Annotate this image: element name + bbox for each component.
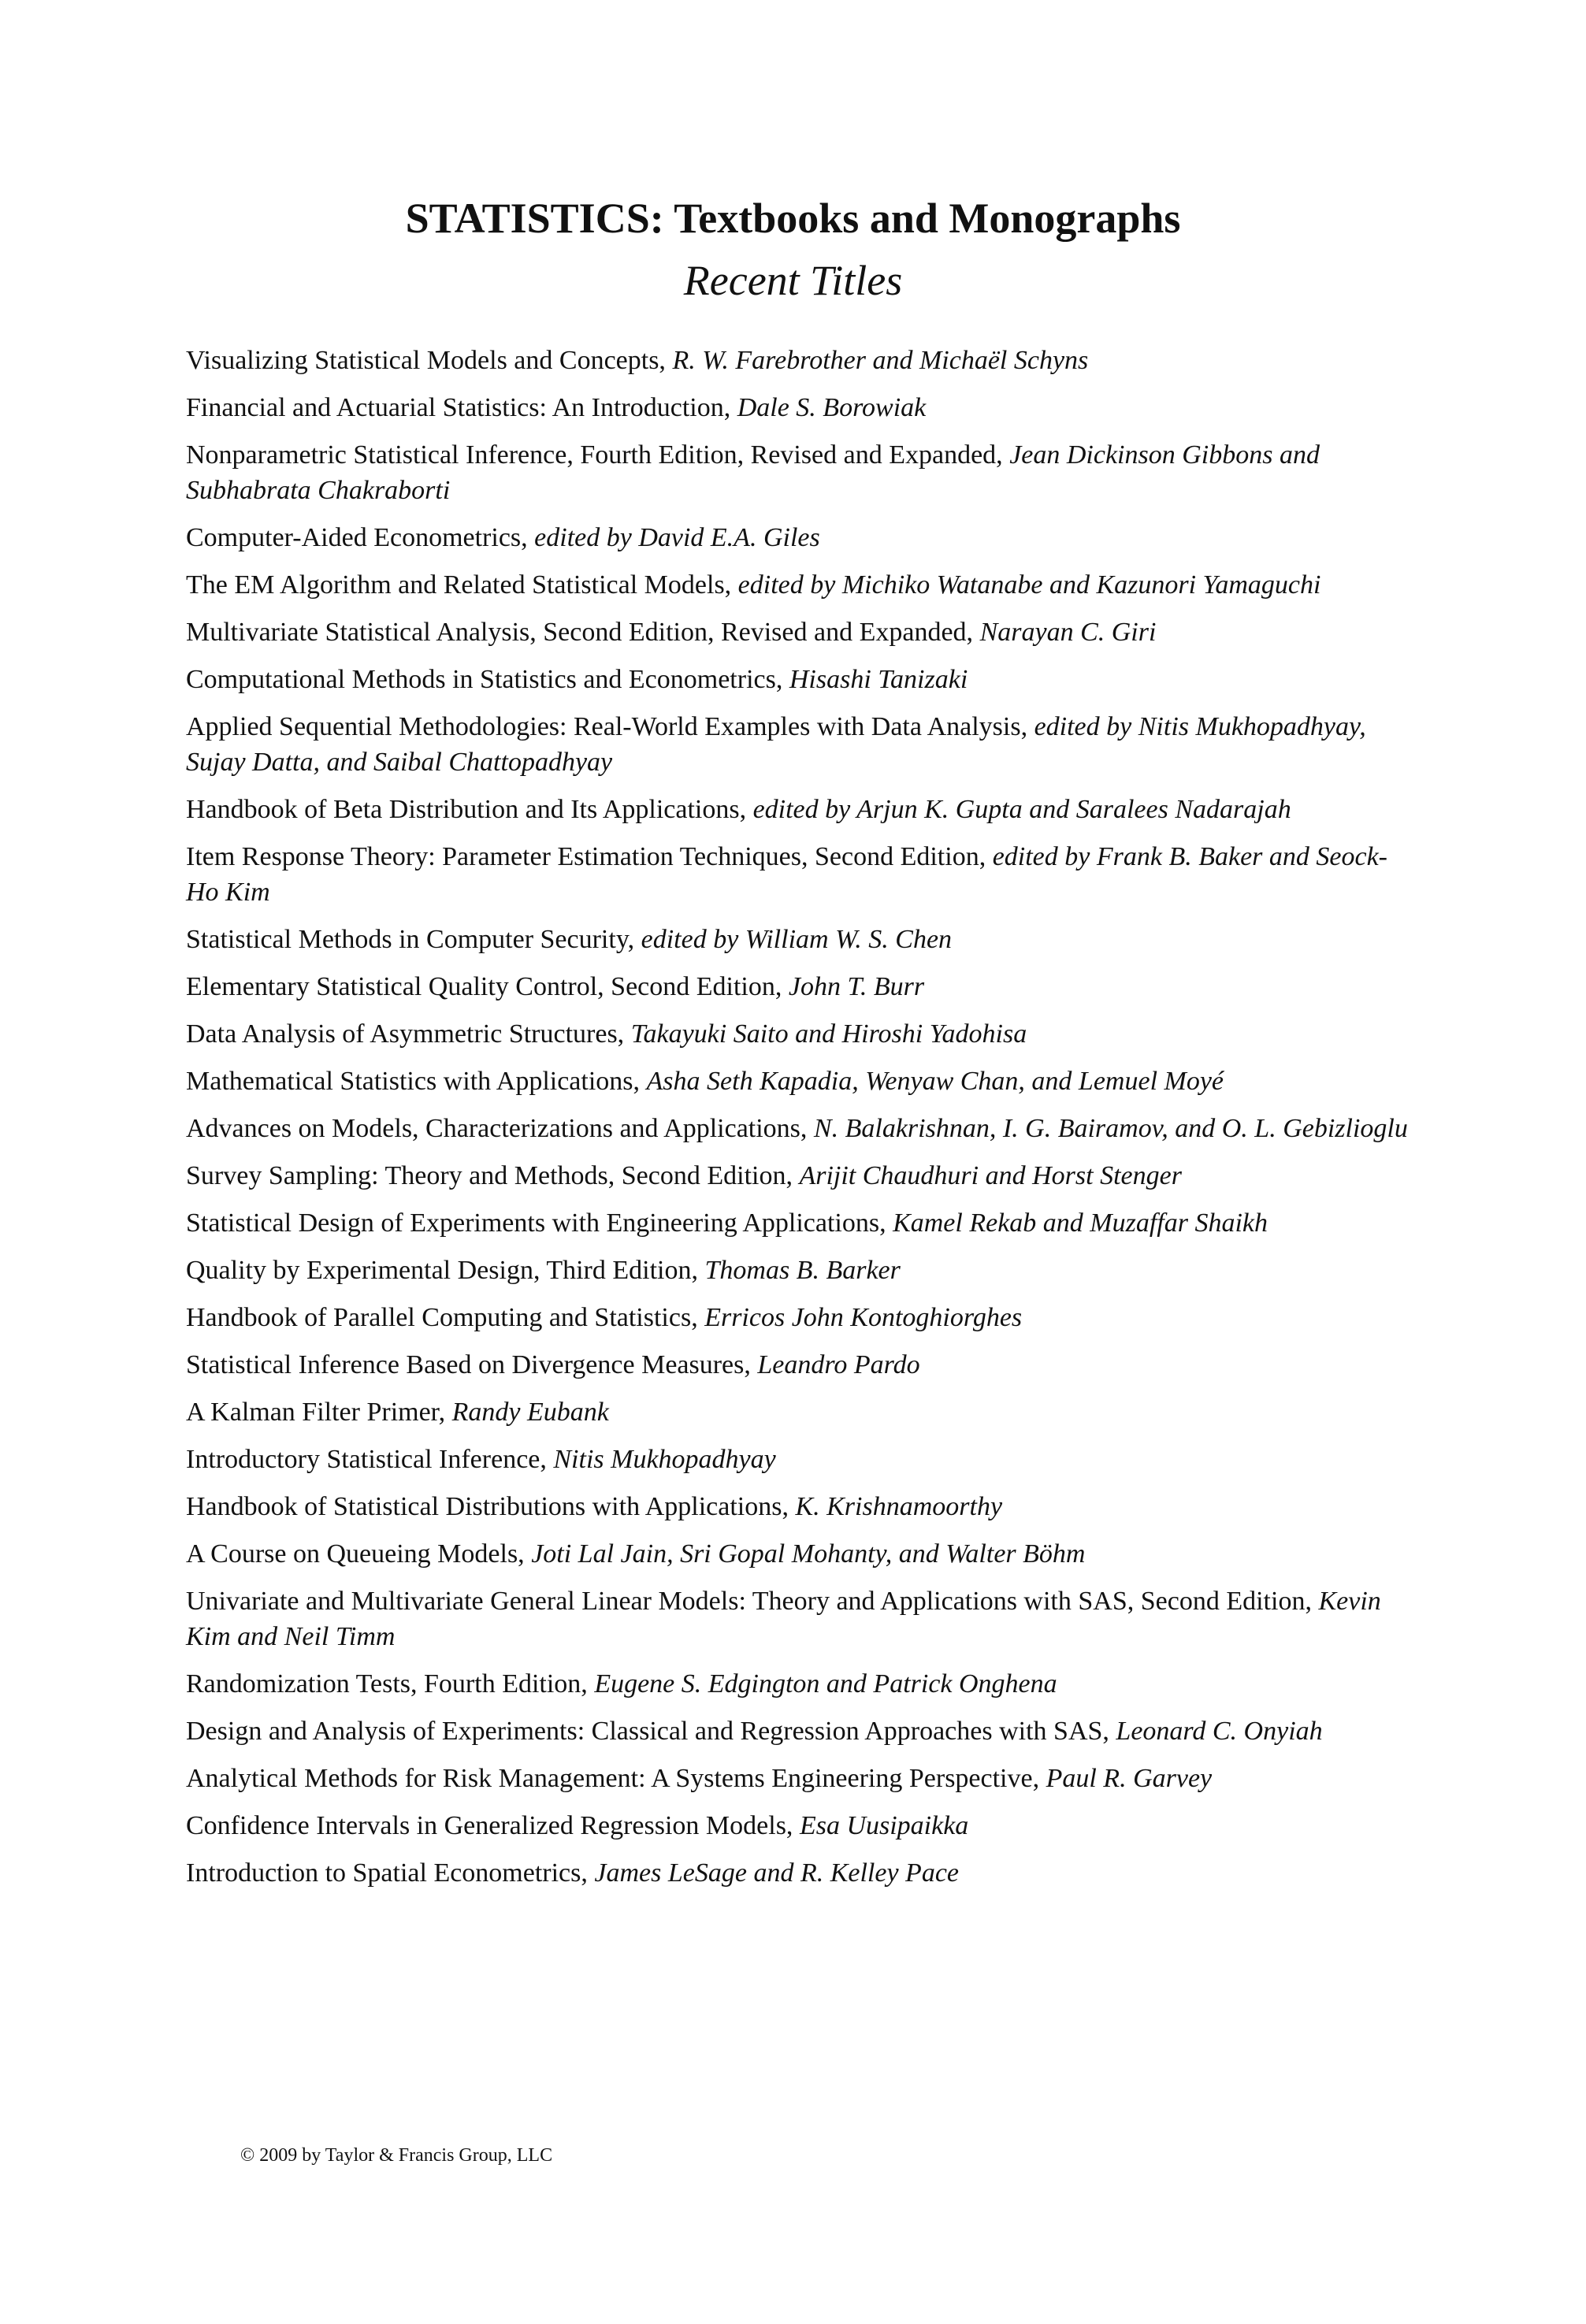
book-author: Narayan C. Giri bbox=[979, 618, 1157, 647]
book-author: Jean Dickinson Gibbons and Subhabrata Chakraborti bbox=[186, 440, 1320, 505]
book-author: John T. Burr bbox=[788, 972, 925, 1001]
book-author: Joti Lal Jain, Sri Gopal Mohanty, and Walter Böhm bbox=[531, 1539, 1086, 1569]
book-title: Statistical Design of Experiments with Engineering Applications, bbox=[186, 1208, 886, 1238]
book-author: edited by David E.A. Giles bbox=[534, 523, 820, 552]
book-title: Statistical Inference Based on Divergence Measures, bbox=[186, 1350, 751, 1379]
book-title: Randomization Tests, Fourth Edition, bbox=[186, 1669, 588, 1698]
book-title: Computer-Aided Econometrics, bbox=[186, 523, 528, 552]
list-item bbox=[186, 839, 1415, 910]
book-title: Item Response Theory: Parameter Estimation Techniques, Second Edition, bbox=[186, 842, 986, 871]
book-author: Randy Eubank bbox=[451, 1398, 609, 1427]
list-item bbox=[186, 1536, 1415, 1572]
book-author: Eugene S. Edgington and Patrick Onghena bbox=[594, 1669, 1057, 1698]
book-author: N. Balakrishnan, I. G. Bairamov, and O. L. Gebizlioglu bbox=[813, 1114, 1408, 1143]
book-author: Kevin Kim and Neil Timm bbox=[186, 1587, 1381, 1651]
title-list bbox=[186, 343, 1415, 1903]
book-title: Design and Analysis of Experiments: Classical and Regression Approaches with SAS, bbox=[186, 1717, 1109, 1746]
list-item bbox=[186, 1489, 1415, 1524]
list-item bbox=[186, 1016, 1415, 1052]
list-item bbox=[186, 1583, 1415, 1654]
list-item bbox=[186, 1205, 1415, 1241]
book-title: Handbook of Statistical Distributions with Applications, bbox=[186, 1492, 789, 1521]
book-author: Leonard C. Onyiah bbox=[1116, 1717, 1323, 1746]
book-title: Confidence Intervals in Generalized Regression Models, bbox=[186, 1811, 793, 1840]
book-author: Leandro Pardo bbox=[757, 1350, 920, 1379]
list-item bbox=[186, 1442, 1415, 1477]
book-author: Asha Seth Kapadia, Wenyaw Chan, and Lemuel Moyé bbox=[646, 1067, 1224, 1096]
book-author: Kamel Rekab and Muzaffar Shaikh bbox=[893, 1208, 1268, 1238]
book-author: Dale S. Borowiak bbox=[737, 393, 927, 422]
list-item bbox=[186, 1855, 1415, 1891]
list-item bbox=[186, 1761, 1415, 1796]
book-title: Applied Sequential Methodologies: Real-World Examples with Data Analysis, bbox=[186, 712, 1028, 741]
list-item bbox=[186, 922, 1415, 957]
list-item bbox=[186, 1253, 1415, 1288]
book-author: Erricos John Kontoghiorghes bbox=[704, 1303, 1023, 1332]
book-title: Handbook of Parallel Computing and Statistics, bbox=[186, 1303, 698, 1332]
book-title: Univariate and Multivariate General Linear Models: Theory and Applications with SAS, Second Edition, bbox=[186, 1587, 1312, 1616]
list-item bbox=[186, 567, 1415, 603]
recent-titles-heading: Recent Titles bbox=[683, 257, 903, 304]
list-item bbox=[186, 1666, 1415, 1702]
book-title: Analytical Methods for Risk Management: A Systems Engineering Perspective, bbox=[186, 1764, 1040, 1793]
book-title: The EM Algorithm and Related Statistical Models, bbox=[186, 570, 732, 600]
book-author: Arijit Chaudhuri and Horst Stenger bbox=[799, 1161, 1182, 1190]
book-author: edited by Frank B. Baker and Seock-Ho Kim bbox=[186, 842, 1388, 907]
book-author: Takayuki Saito and Hiroshi Yadohisa bbox=[630, 1019, 1027, 1049]
book-title: Financial and Actuarial Statistics: An Introduction, bbox=[186, 393, 731, 422]
book-title: Introductory Statistical Inference, bbox=[186, 1445, 547, 1474]
list-item bbox=[186, 520, 1415, 555]
copyright-notice: © 2009 by Taylor & Francis Group, LLC bbox=[240, 2145, 553, 2166]
book-title: Quality by Experimental Design, Third Edition, bbox=[186, 1256, 698, 1285]
book-author: edited by Michiko Watanabe and Kazunori Yamaguchi bbox=[737, 570, 1321, 600]
book-title: Elementary Statistical Quality Control, Second Edition, bbox=[186, 972, 782, 1001]
list-item bbox=[186, 1347, 1415, 1383]
book-title: A Course on Queueing Models, bbox=[186, 1539, 525, 1569]
list-item bbox=[186, 1808, 1415, 1843]
book-author: edited by Nitis Mukhopadhyay, Sujay Datta, and Saibal Chattopadhyay bbox=[186, 712, 1366, 777]
book-author: Thomas B. Barker bbox=[704, 1256, 901, 1285]
list-item bbox=[186, 792, 1415, 827]
list-item bbox=[186, 662, 1415, 697]
book-author: Hisashi Tanizaki bbox=[789, 665, 968, 694]
list-item bbox=[186, 1064, 1415, 1099]
book-title: Handbook of Beta Distribution and Its Applications, bbox=[186, 795, 747, 824]
book-title: Introduction to Spatial Econometrics, bbox=[186, 1858, 588, 1888]
list-item bbox=[186, 709, 1415, 780]
list-item bbox=[186, 969, 1415, 1004]
list-item bbox=[186, 1300, 1415, 1335]
list-item bbox=[186, 1158, 1415, 1194]
book-title: Visualizing Statistical Models and Concepts, bbox=[186, 346, 666, 375]
book-title: Data Analysis of Asymmetric Structures, bbox=[186, 1019, 625, 1049]
list-item bbox=[186, 1111, 1415, 1146]
book-author: R. W. Farebrother and Michaël Schyns bbox=[672, 346, 1089, 375]
book-title: A Kalman Filter Primer, bbox=[186, 1398, 446, 1427]
book-title: Mathematical Statistics with Applications, bbox=[186, 1067, 641, 1096]
book-author: edited by William W. S. Chen bbox=[641, 925, 953, 954]
book-title: Statistical Methods in Computer Security, bbox=[186, 925, 635, 954]
book-title: Nonparametric Statistical Inference, Fourth Edition, Revised and Expanded, bbox=[186, 440, 1003, 470]
book-title: Advances on Models, Characterizations and Applications, bbox=[186, 1114, 808, 1143]
book-title: Multivariate Statistical Analysis, Second Edition, Revised and Expanded, bbox=[186, 618, 974, 647]
book-title: Computational Methods in Statistics and Econometrics, bbox=[186, 665, 783, 694]
list-item bbox=[186, 1713, 1415, 1749]
book-title: Survey Sampling: Theory and Methods, Second Edition, bbox=[186, 1161, 793, 1190]
book-author: K. Krishnamoorthy bbox=[795, 1492, 1003, 1521]
list-item bbox=[186, 437, 1415, 508]
book-author: Esa Uusipaikka bbox=[799, 1811, 969, 1840]
list-item bbox=[186, 614, 1415, 650]
book-author: Paul R. Garvey bbox=[1046, 1764, 1213, 1793]
series-title: STATISTICS: Textbooks and Monographs bbox=[405, 195, 1181, 243]
list-item bbox=[186, 343, 1415, 378]
book-author: Nitis Mukhopadhyay bbox=[553, 1445, 776, 1474]
list-item bbox=[186, 1394, 1415, 1430]
list-item bbox=[186, 390, 1415, 425]
book-author: James LeSage and R. Kelley Pace bbox=[594, 1858, 960, 1888]
book-author: edited by Arjun K. Gupta and Saralees Nadarajah bbox=[752, 795, 1291, 824]
